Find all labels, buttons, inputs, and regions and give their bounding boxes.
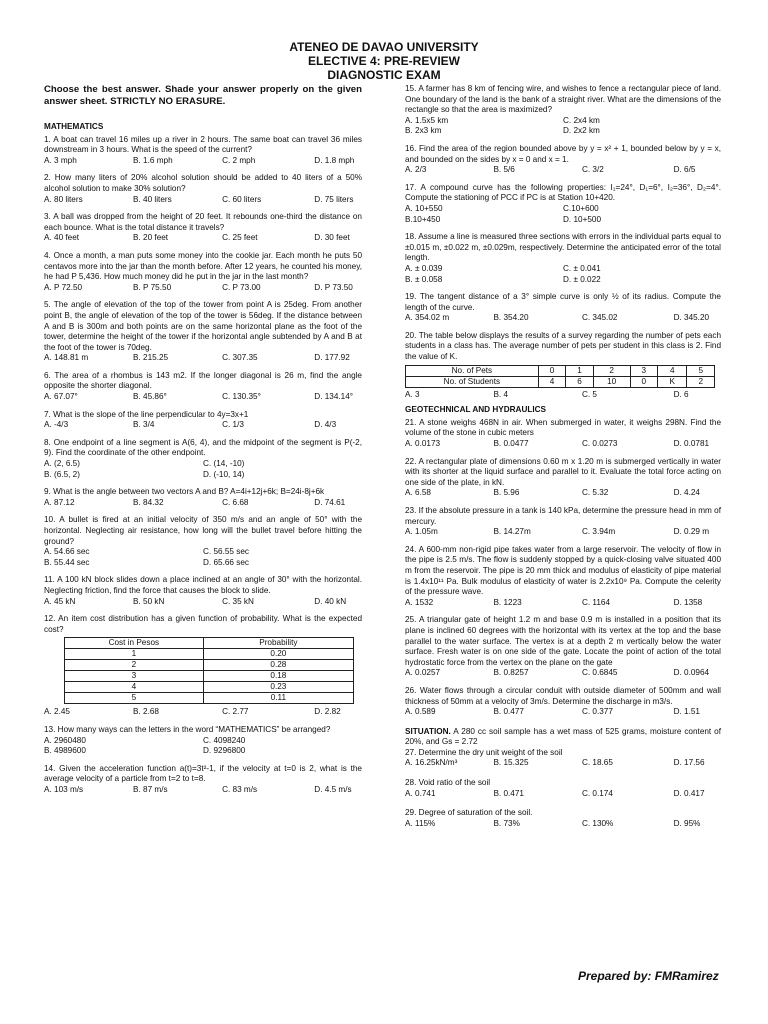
table-cell: 2 [65,660,204,671]
question-16 [405,144,721,176]
choice-option: B. 40 liters [133,194,172,204]
choice-option: B. 20 feet [133,233,169,243]
choice-option: D. 2x2 km [563,126,600,136]
question-text: 22. A rectangular plate of dimensions 0.60 m x 1.20 m is submerged vertically in water with its shorter at the liquid surface and parallel to it. Evaluate the total force acting on one side of the plate, in kN. [405,456,721,487]
table-cell: 0.20 [203,649,353,660]
question-text: 21. A stone weighs 468N in air. When submerged in water, it weighs 298N. Find the volume of the stone in cubic meters [405,417,721,438]
choice-option: B. 5/6 [493,165,515,175]
choice-option: A. 40 feet [44,233,80,243]
choice-list [405,116,721,137]
choice-option: A. 1.05m [405,527,438,537]
choice-option: B. 0.0477 [493,439,529,449]
question-text: 10. A bullet is fired at an initial velocity of 350 m/s and an angle of 50° with the horizontal. Neglecting air resistance, how long will the bullet travel before hitting the ground? [44,515,362,546]
table-cell: 2 [687,376,715,387]
choice-option: A. 80 liters [44,194,83,204]
choice-option: B. 354.20 [493,313,529,323]
question-29 [405,808,721,829]
choice-list [405,789,721,800]
table-row [406,376,715,387]
instructions: Choose the best answer. Shade your answer properly on the given answer sheet. STRICTLY NO ERASURE. [44,84,362,107]
choice-option: A. -4/3 [44,420,69,430]
situation-body: A 280 cc soil sample has a wet mass of 525 grams, moisture content of 20%, and Gs = 2.72 [405,726,721,747]
choice-list [405,488,721,499]
question-text: 9. What is the angle between two vectors A and B? A=4i+12j+6k; B=24i-8j+6k [44,487,325,497]
choice-option: A. (2, 6.5) [44,459,80,469]
question-5 [44,300,362,364]
choice-option: C. 2 mph [222,155,256,165]
question-4 [44,251,362,293]
choice-option: B. 1223 [493,597,522,607]
question-text: 1. A boat can travel 16 miles up a river in 2 hours. The same boat can travel 36 miles downstream in 3 hours. What is the speed of the current? [44,134,362,155]
choice-option: D. (-10, 14) [203,469,245,479]
exam-subtitle: ELECTIVE 4: PRE-REVIEW [307,54,461,68]
choice-option: A. ± 0.039 [405,263,443,273]
choice-option: C. 2x4 km [563,115,600,125]
choice-option: A. 6.58 [405,488,431,498]
choice-option: B. 2.68 [133,707,159,717]
choice-option: C. 0.377 [581,707,613,717]
choice-option: A. 1532 [405,597,434,607]
choice-option: A. 2.45 [44,707,70,717]
choice-option: C. 4098240 [203,735,246,745]
choice-option: C. 3.94m [581,527,616,537]
choice-option: D. 0.0781 [673,439,710,449]
question-text: 28. Void ratio of the soil [405,778,491,788]
table-cell: 4 [538,376,566,387]
table-header-cell: Probability [203,638,353,649]
choice-list [44,736,362,757]
choice-option: D. 0.0964 [673,668,710,678]
choice-list [405,819,721,830]
question-text: 26. Water flows through a circular conduit with outside diameter of 500mm and wall thickness of 50mm at a velocity of 3m/s. Determine the discharge in m3/s. [405,685,721,706]
choice-list [44,785,362,796]
table-cell: No. of Students [406,376,539,387]
choice-list [44,459,362,480]
question-text: 20. The table below displays the results of a survey regarding the number of pets each students in a class has. The average number of pets per student in this class is 2. Find the value of K. [405,330,721,362]
choice-list [44,498,362,509]
table-cell: 3 [65,671,204,682]
choice-option: A. 3 [405,389,420,399]
choice-option: C. 83 m/s [222,784,258,794]
table-cell: No. of Pets [406,365,539,376]
choice-option: A. 1.5x5 km [405,115,449,125]
table-cell: 1 [566,365,594,376]
choice-list [44,597,362,608]
choice-option: D. 0.417 [673,788,705,798]
choice-option: B.10+450 [405,214,441,224]
table-cell: 5 [687,365,715,376]
table-cell: 3 [630,365,658,376]
choice-option: B. 87 m/s [133,784,168,794]
question-text: 2. How many liters of 20% alcohol solution should be added to 40 liters of a 50% alcohol solution to make 30% solution? [44,173,362,193]
choice-list [44,353,362,364]
choice-option: A. 354.02 m [405,313,450,323]
table-cell: 1 [65,649,204,660]
choice-option: B. 0.8257 [493,668,529,678]
choice-option: D. 134.14° [314,392,354,402]
choice-option: C. 18.65 [581,758,613,768]
choice-list [405,264,721,285]
question-13 [44,725,362,757]
table-cell: 0 [630,376,658,387]
choice-option: D. ± 0.022 [563,274,601,284]
table-row [65,671,354,682]
question-11 [44,575,362,607]
question-8 [44,438,362,480]
choice-option: D. P 73.50 [314,282,353,292]
question-text: 25. A triangular gate of height 1.2 m and base 0.9 m is installed in a position that its plane is inclined 60 degrees with the horizontal with its vertex at the top and the base parallel to the water surface. The vertex is at a depth 2 m vertically below the water surface. Fresh water is on one side of the gate. Locate the point of action of the total hydrostatic force from the vertex on the plane on the gate [405,615,721,667]
choice-list [405,668,721,679]
section-geotechnical: GEOTECHNICAL AND HYDRAULICS [405,405,547,415]
choice-option: B. 5.96 [493,488,520,498]
choice-option: B. 4989600 [44,746,86,756]
choice-option: D. 74.61 [314,497,346,507]
question-10 [44,515,362,568]
choice-option: A. 3 mph [44,155,77,165]
choice-option: B. 14.27m [493,527,531,537]
question-text: 19. The tangent distance of a 3° simple curve is only ½ of its radius. Compute the length of the curve. [405,292,721,312]
choice-option: A. 87.12 [44,497,75,507]
table-row [65,693,354,704]
question-14 [44,764,362,796]
question-text: 3. A ball was dropped from the height of 20 feet. It rebounds one-third the distance on each bounce. What is the total distance it travels? [44,212,362,232]
choice-option: D. 1358 [673,597,703,607]
table-cell: K [658,376,687,387]
table-cell: 4 [658,365,687,376]
question-text: 29. Degree of saturation of the soil. [405,808,533,818]
table-cell: 0.28 [203,660,353,671]
table-cell: 10 [593,376,630,387]
table-cell: 6 [566,376,594,387]
question-text: 17. A compound curve has the following properties: I₁=24°, D₁=6°, I₂=36°, D₂=4°. Compute the stationing of PCC if PC is at Station 10+420. [405,182,721,203]
choice-option: A. 0.741 [405,788,436,798]
question-20 [405,331,721,400]
table-cell: 0.23 [203,682,353,693]
question-18 [405,232,721,285]
choice-option: C. 130% [581,818,614,828]
choice-option: C. P 73.00 [222,282,261,292]
choice-option: A. 54.66 sec [44,547,90,557]
choice-option: C. 2.77 [222,707,249,717]
choice-option: A. P 72.50 [44,282,83,292]
question-text: 5. The angle of elevation of the top of the tower from point A is 25deg. From another point B, the angle of elevation of the top of the tower is 56deg. If the distance between A and B is 300m and both points are on the same horizontal plane as the foot of the tower, determine the height of the tower if the horizontal angle subtended by A and B at the foot of the tower is 70deg. [44,300,362,352]
choice-option: C. 3/2 [581,165,604,175]
choice-list [44,420,362,431]
choice-option: D. 30 feet [314,233,350,243]
question-25 [405,615,721,679]
choice-option: B. 73% [493,818,520,828]
choice-option: B. 55.44 sec [44,557,90,567]
choice-list [405,165,721,176]
situation-text [405,727,721,748]
choice-option: C. 60 liters [222,194,262,204]
question-text: 4. Once a month, a man puts some money into the cookie jar. Each month he puts 50 centavos more into the jar than the month before. After 12 years, he counted his money, he had P 5,436. How much money did he put in the jar in the last month? [44,250,362,282]
choice-option: C. 6.68 [222,497,249,507]
choice-option: B. (6.5, 2) [44,469,80,479]
table-row [65,649,354,660]
question-text: 14. Given the acceleration function a(t)=3t²-1, if the velocity at t=0 is 2, what is the average velocity of a particle from t=2 to t=8. [44,763,362,784]
choice-option: A. 10+550 [405,203,443,213]
choice-option: A. 67.07° [44,392,78,402]
question-23 [405,506,721,538]
choice-option: D. 4.24 [673,488,700,498]
choice-list [44,233,362,244]
table-cell: 0.18 [203,671,353,682]
choice-option: C.10+600 [563,203,599,213]
choice-option: C. 345.02 [581,313,618,323]
question-9 [44,487,362,508]
question-27 [405,727,721,769]
choice-option: C. ± 0.041 [563,263,601,273]
question-text: 11. A 100 kN block slides down a place inclined at an angle of 30° with the horizontal. Neglecting friction, find the force that causes the block to slide. [44,575,362,595]
exam-title: DIAGNOSTIC EXAM [327,68,441,82]
choice-option: D. 95% [673,818,701,828]
choice-option: D. 6 [673,389,689,399]
choice-list [405,527,721,538]
choice-option: A. 103 m/s [44,784,84,794]
table-header-row [65,638,354,649]
choice-option: D. 10+500 [563,214,602,224]
choice-option: C. 25 feet [222,233,258,243]
question-22 [405,457,721,499]
choice-option: A. 0.0173 [405,439,441,449]
choice-option: B. 0.471 [493,788,524,798]
choice-option: D. 345.20 [673,313,710,323]
choice-option: B. 1.6 mph [133,155,173,165]
table-cell: 0 [538,365,566,376]
question-text: 6. The area of a rhombus is 143 m2. If the longer diagonal is 26 m, find the angle opposite the shorter diagonal. [44,370,362,391]
choice-option: D. 40 kN [314,596,347,606]
choice-option: B. 50 kN [133,596,165,606]
choice-option: D. 4.5 m/s [314,784,352,794]
choice-option: A. 16.25kN/m³ [405,758,458,768]
right-column [405,84,721,836]
choice-option: A. 115% [405,818,436,828]
choice-option: B. 3/4 [133,420,155,430]
question-6 [44,371,362,403]
choice-list [44,547,362,568]
choice-list [405,313,721,324]
choice-list [405,439,721,450]
choice-option: C. 0.0273 [581,439,618,449]
question-text: 15. A farmer has 8 km of fencing wire, and wishes to fence a rectangular piece of land. One boundary of the land is the bank of a straight river. What are the dimensions of the rectangle so that the area is maximized? [405,84,721,115]
table-cell: 2 [593,365,630,376]
choice-option: D. 17.56 [673,758,705,768]
choice-list [44,195,362,206]
choice-option: D. 4/3 [314,420,337,430]
section-mathematics: MATHEMATICS [44,122,104,131]
question-text: 24. A 600-mm non-rigid pipe takes water from a large reservoir. The velocity of flow in the pipe is 2.5 m/s. The flow is suddenly stopped by a quick-closing valve situated 400 m from the reservoir. The pipe is 20 mm thick and modulus of elasticity of pipe material is 1.4x10¹¹ Pa. Bulk modulus of elasticity of water is 2.2x10⁹ Pa. Compute the celerity of the pressure wave. [405,544,721,597]
table-row [406,365,715,376]
question-text: 12. An item cost distribution has a given function of probability. What is the expected cost? [44,614,362,634]
choice-list [44,707,362,718]
choice-option: D. 1.51 [673,707,700,717]
left-column [44,84,362,803]
choice-option: C. 1/3 [222,420,244,430]
choice-option: D. 65.66 sec [203,557,249,567]
question-17 [405,183,721,225]
table-row [65,682,354,693]
choice-option: B. ± 0.058 [405,274,443,284]
choice-list [405,204,721,225]
choice-option: B. 0.477 [493,707,524,717]
choice-list [44,156,362,167]
question-text: 27. Determine the dry unit weight of the soil [405,747,563,757]
question-7 [44,410,362,431]
choice-list [44,392,362,403]
situation-label: SITUATION. [405,726,451,736]
question-text: 13. How many ways can the letters in the word “MATHEMATICS” be arranged? [44,724,331,734]
choice-list [405,758,721,769]
choice-option: A. 148.81 m [44,353,89,363]
table-header-cell: Cost in Pesos [65,638,204,649]
choice-option: C. 5 [581,389,597,399]
choice-option: B. 215.25 [133,353,169,363]
choice-option: B. 2x3 km [405,126,442,136]
choice-option: D. 1.8 mph [314,155,355,165]
question-text: 16. Find the area of the region bounded above by y = x² + 1, bounded below by y = x, and bounded on the sides by x = 0 and x = 1. [405,143,721,164]
choice-option: D. 177.92 [314,353,350,363]
question-26 [405,686,721,718]
choice-option: B. P 75.50 [133,282,172,292]
choice-option: C. 0.174 [581,788,613,798]
question-text: 23. If the absolute pressure in a tank is 140 kPa, determine the pressure head in mm of mercury. [405,506,721,526]
question-text: 18. Assume a line is measured three sections with errors in the individual parts equal to ±0.015 m, ±0.022 m, ±0.029m, respectively. Determine the anticipated error of the total length. [405,232,721,263]
choice-option: A. 45 kN [44,596,76,606]
choice-option: C. 0.6845 [581,668,618,678]
choice-option: C. 1164 [581,597,611,607]
choice-option: A. 2960480 [44,735,86,745]
choice-option: A. 0.589 [405,707,436,717]
choice-option: C. 5.32 [581,488,609,498]
choice-option: D. 75 liters [314,194,354,204]
probability-table [64,637,354,704]
choice-option: A. 2/3 [405,165,427,175]
table-row [65,660,354,671]
question-text: 7. What is the slope of the line perpendicular to 4y=3x+1 [44,409,249,419]
question-19 [405,292,721,324]
choice-option: D. 0.29 m [673,527,710,537]
choice-list [405,390,721,401]
table-cell: 0.11 [203,693,353,704]
choice-option: D. 2.82 [314,707,341,717]
choice-list [405,598,721,609]
choice-option: B. 4 [493,389,509,399]
choice-option: D. 9296800 [203,746,246,756]
choice-option: B. 84.32 [133,497,164,507]
question-28 [405,778,721,799]
question-21 [405,418,721,450]
question-24 [405,545,721,609]
choice-option: B. 45.86° [133,392,167,402]
question-1 [44,135,362,167]
table-cell: 4 [65,682,204,693]
choice-option: C. 35 kN [222,596,254,606]
choice-option: C. (14, -10) [203,459,245,469]
university-title: ATENEO DE DAVAO UNIVERSITY [289,40,479,54]
choice-option: C. 130.35° [222,392,261,402]
choice-list [44,283,362,294]
choice-option: D. 6/5 [673,165,696,175]
table-cell: 5 [65,693,204,704]
question-15 [405,84,721,137]
question-text: 8. One endpoint of a line segment is A(6, 4), and the midpoint of the segment is P(-2, 9). Find the coordinate of the other endpoint. [44,437,362,458]
choice-option: C. 56.55 sec [203,547,249,557]
prepared-by: Prepared by: FMRamirez [578,969,719,983]
choice-option: C. 307.35 [222,353,258,363]
choice-list [405,707,721,718]
question-2 [44,173,362,205]
pets-survey-table [405,365,715,388]
question-12 [44,614,362,718]
choice-option: B. 15.325 [493,758,529,768]
question-3 [44,212,362,244]
choice-option: A. 0.0257 [405,668,441,678]
